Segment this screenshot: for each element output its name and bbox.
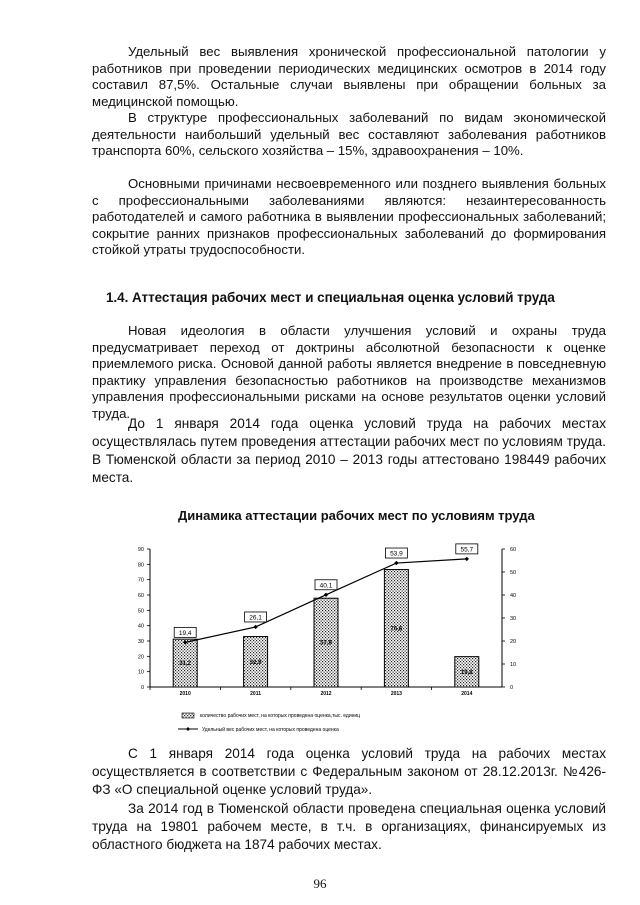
share-value-label: 19,4 [178, 629, 192, 637]
y-right-tick-label: 40 [510, 593, 517, 599]
section-heading: 1.4. Аттестация рабочих мест и специальная оценка условий труда [106, 290, 555, 305]
y-left-tick-label: 40 [137, 623, 144, 630]
x-tick-label: 2010 [179, 691, 191, 697]
paragraph-special-assessment-law: С 1 января 2014 года оценка условий труда на рабочих местах осуществляется в соответствии с Федеральным законом от 28.12.2013г. №426-ФЗ «О специальной оценке условий труда». [92, 746, 606, 797]
x-tick-label: 2014 [461, 691, 473, 697]
x-tick-label: 2012 [320, 691, 332, 697]
attestation-chart [130, 535, 530, 740]
legend-bar-swatch [182, 713, 194, 718]
bar-value-label: 31,2 [179, 661, 192, 668]
share-marker [324, 593, 328, 597]
paragraph-new-ideology: Новая идеология в области улучшения условий и охраны труда предусматривает переход от доктрины абсолютной безопасности к оценке приемлемого риска. Основой данной работы является внедрение в повседневную практику управления безопасностью работников на производстве механизмов управления профессиональными рисками на основе результатов оценки условий труда. [92, 323, 606, 421]
bar-value-label: 32,9 [249, 659, 262, 666]
y-right-tick-label: 0 [510, 685, 514, 691]
legend-line-label: Удельный вес рабочих мест, на которых проведена оценка [202, 727, 339, 733]
bar-value-label: 57,9 [320, 640, 332, 647]
y-left-tick-label: 30 [137, 639, 144, 645]
paragraph-disease-structure: В структуре профессиональных заболеваний по видам экономической деятельности наибольший удельный вес составляют заболевания работников транспорта 60%, сельского хозяйства – 15%, здравоохранения – 10%. [92, 110, 606, 159]
y-right-tick-label: 30 [510, 616, 517, 622]
legend-bar-label: количество рабочих мест, на которых проведена оценка,тыс. единиц [200, 713, 361, 719]
share-marker [394, 561, 398, 565]
legend-line-marker [186, 727, 190, 731]
y-left-tick-label: 50 [137, 608, 144, 615]
chart-title: Динамика аттестации рабочих мест по условиям труда [178, 508, 535, 523]
x-tick-label: 2013 [390, 691, 402, 697]
paragraph-professional-pathology: Удельный вес выявления хронической профессиональной патологии у работников при проведении периодических медицинских осмотров в 2014 году составил 87,5%. Остальные случаи выявлены при обращении больных за медицинской помощью. [92, 44, 606, 109]
y-left-tick-label: 90 [137, 547, 144, 553]
y-left-tick-label: 80 [137, 562, 144, 569]
page-number: 96 [313, 876, 327, 891]
bar-value-label: 19,8 [460, 669, 473, 676]
y-right-tick-label: 20 [510, 639, 517, 645]
paragraph-late-detection-causes: Основными причинами несвоевременного или позднего выявления больных с профессиональными заболеваниями являются: незаинтересованность работодателей и самого работника в выявлении профессиональных заболеваний; сокрытие ранних признаков профессиональных заболеваний до формирования стойкой утраты трудоспособности. [92, 176, 606, 258]
paragraph-special-assessment-2014: За 2014 год в Тюменской области проведена специальная оценка условий труда на 19801 рабочем месте, в т.ч. в организациях, финансируемых из областного бюджета на 1874 рабочих местах. [92, 801, 606, 852]
y-left-tick-label: 0 [140, 685, 144, 691]
share-value-label: 55,7 [460, 546, 474, 554]
paragraph-attestation-period: До 1 января 2014 года оценка условий труда на рабочих местах осуществлялась путем проведения аттестации рабочих мест по условиям труда. В Тюменской области за период 2010 – 2013 годы аттестовано 198449 рабочих места. [92, 416, 606, 485]
y-left-tick-label: 70 [137, 577, 144, 584]
y-right-tick-label: 10 [510, 662, 517, 668]
share-marker [465, 557, 469, 561]
y-right-tick-label: 50 [510, 570, 517, 576]
share-value-label: 26,1 [249, 614, 262, 622]
y-left-tick-label: 20 [137, 654, 144, 661]
x-tick-label: 2011 [250, 691, 262, 697]
y-left-tick-label: 60 [137, 593, 144, 599]
share-value-label: 53,9 [390, 550, 403, 558]
share-marker [253, 625, 257, 629]
y-right-tick-label: 60 [510, 547, 517, 553]
share-value-label: 40,1 [319, 582, 333, 590]
y-left-tick-label: 10 [137, 669, 144, 676]
bar-value-label: 76,6 [390, 626, 403, 633]
